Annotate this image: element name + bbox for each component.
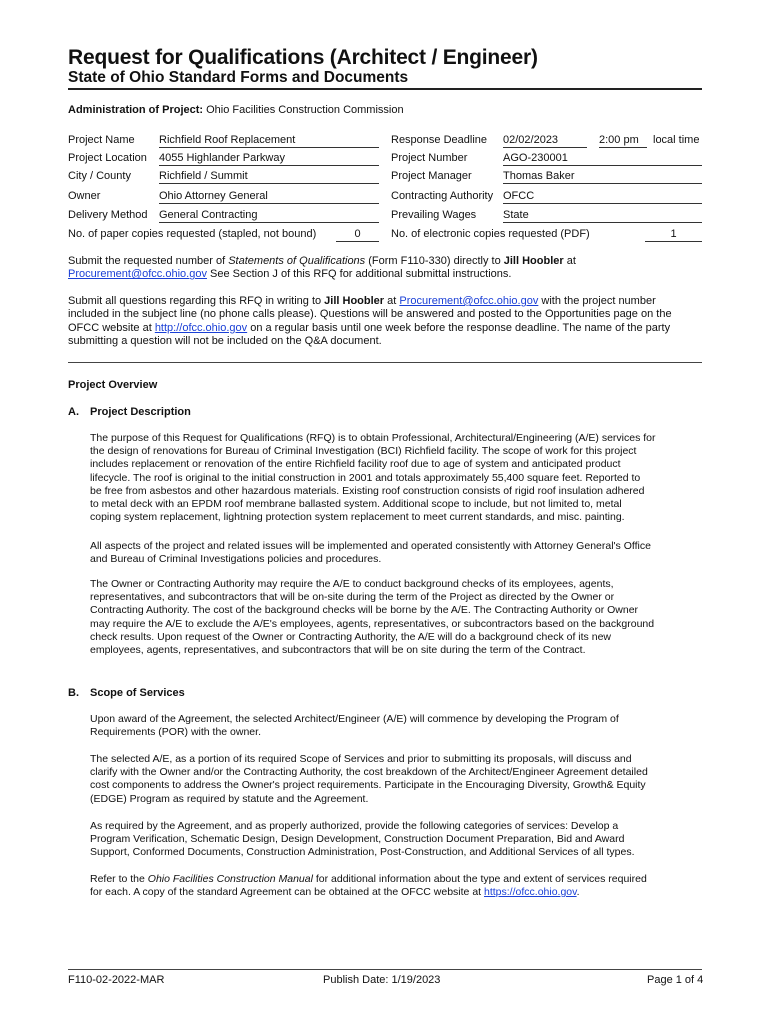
manual-title: Ohio Facilities Construction Manual	[147, 873, 313, 885]
soq-text: Statements of Qualifications	[228, 255, 366, 267]
contracting-authority-field[interactable]: OFCC	[503, 190, 702, 204]
line: Upon award of the Agreement, the selected Architect/Engineer (A/E) will commence by developing the Program of	[90, 713, 619, 725]
line: check results. Upon request of the Owner or Contracting Authority, the A/E will do a background check of its new	[90, 630, 611, 643]
line: be free from asbestos and other hazardous materials. Existing roof construction consists of rigid roof insulation adhered	[90, 484, 645, 497]
line: coping system replacement, lightning protection system replacement to meet current standards, and misc. painting.	[90, 511, 625, 524]
questions-instructions	[68, 295, 718, 349]
prevailing-wages-field[interactable]: State	[503, 209, 702, 223]
electronic-copies-field[interactable]: 1	[645, 228, 702, 242]
line: may require the A/E to exclude the A/E's employees, agents, representatives, or subcontractors based on the background	[90, 617, 655, 630]
delivery-method-field[interactable]: General Contracting	[159, 209, 379, 223]
electronic-copies-label: No. of electronic copies requested (PDF)	[391, 228, 590, 240]
project-number-field[interactable]: AGO-230001	[503, 152, 702, 166]
text: at	[563, 255, 576, 267]
section-divider	[68, 362, 702, 363]
line: clarify with the Owner and/or the Contracting Authority, the cost breakdown of the Architect/Engineer Agreement detailed	[90, 766, 648, 779]
project-overview-heading: Project Overview	[68, 379, 158, 391]
submittal-instructions	[68, 255, 708, 282]
contact-name: Jill Hoobler	[324, 295, 385, 307]
local-time-label: local time	[653, 134, 700, 146]
line: Contracting Authority. The cost of the background checks will be borne by the A/E. The Contracting Authority or Owner	[90, 604, 639, 617]
project-number-label: Project Number	[391, 152, 468, 164]
text: submitting a question will not be included on the Q&A document.	[68, 335, 382, 348]
procurement-email-link[interactable]: Procurement@ofcc.ohio.gov	[68, 268, 207, 281]
contact-name: Jill Hoobler	[503, 255, 564, 267]
line: representatives, and subcontractors that will be on-site during the term of the Project as directed by the Owner or	[90, 591, 615, 604]
project-manager-field[interactable]: Thomas Baker	[503, 170, 702, 184]
scope-p2	[90, 753, 710, 806]
prevailing-wages-label: Prevailing Wages	[391, 209, 477, 221]
text: with the project number	[538, 295, 656, 307]
line: The Owner or Contracting Authority may require the A/E to conduct background checks of its employees, agents,	[90, 578, 614, 590]
line: to metal deck with an EPDM roof membrane ballasted system. Additional scope to include, but not limited to, metal	[90, 498, 622, 511]
project-name-label: Project Name	[68, 134, 135, 146]
line: Requirements (POR) with the owner.	[90, 726, 261, 739]
text: at	[384, 295, 400, 307]
administration-label: Administration of Project:	[68, 104, 204, 116]
line: Program Verification, Schematic Design, Design Development, Construction Document Preparation, Bid and Award	[90, 833, 625, 846]
project-description-p2	[90, 540, 710, 566]
text: included in the subject line (no phone calls please). Questions will be answered and posted to the Opportunities page on the	[68, 308, 672, 321]
project-manager-label: Project Manager	[391, 170, 472, 182]
line: As required by the Agreement, and as properly authorized, provide the following categories of services: Develop a	[90, 820, 619, 832]
line: the design of renovations for Bureau of Criminal Investigation (BCI) Richfield facility. The scope of work for this project	[90, 445, 637, 458]
line: The purpose of this Request for Qualifications (RFQ) is to obtain Professional, Architectural/Engineering (A/E) services for	[90, 432, 656, 444]
owner-field[interactable]: Ohio Attorney General	[159, 190, 379, 204]
line: The selected A/E, as a portion of its required Scope of Services and prior to submitting its proposals, will discuss and	[90, 753, 632, 765]
text: .	[576, 886, 580, 899]
paper-copies-field[interactable]: 0	[336, 228, 379, 242]
text: for each. A copy of the standard Agreement can be obtained at the OFCC website at	[90, 886, 484, 899]
line	[90, 886, 710, 899]
line: lifecycle. The roof is original to the initial construction in 2001 and totals approximately 55,400 square feet. Reported to	[90, 471, 641, 484]
project-description-p3	[90, 578, 710, 657]
ofcc-website-link[interactable]: http://ofcc.ohio.gov	[154, 321, 248, 334]
response-deadline-label: Response Deadline	[391, 134, 488, 146]
text: Submit all questions regarding this RFQ in writing to	[68, 295, 325, 307]
form-number: F110-02-2022-MAR	[68, 974, 165, 986]
section-a-title: Project Description	[90, 406, 191, 418]
response-time-field[interactable]: 2:00 pm	[599, 134, 647, 148]
project-description-p1	[90, 432, 710, 524]
city-county-field[interactable]: Richfield / Summit	[159, 170, 379, 184]
owner-label: Owner	[68, 190, 101, 202]
text: (Form F110-330) directly to	[365, 255, 504, 267]
line: All aspects of the project and related issues will be implemented and operated consistently with Attorney General's Office	[90, 540, 651, 552]
document-subtitle: State of Ohio Standard Forms and Documents	[68, 69, 409, 86]
delivery-method-label: Delivery Method	[68, 209, 148, 221]
line	[90, 873, 710, 886]
administration-line	[68, 104, 404, 117]
text: OFCC website at	[68, 321, 155, 334]
section-b-title: Scope of Services	[90, 687, 185, 699]
line: includes replacement or renovation of the entire Richfield facility roof due to age of system and anticipated product	[90, 458, 621, 471]
text: See Section J of this RFQ for additional submittal instructions.	[206, 268, 512, 281]
line: cost components to address the Owner's project requirements. Participate in the Encouraging Diversity, Growth& Equity	[90, 779, 646, 792]
publish-date: Publish Date: 1/19/2023	[323, 974, 441, 986]
scope-p3	[90, 820, 710, 860]
title-rule	[68, 88, 702, 90]
section-b-letter: B.	[68, 687, 79, 699]
ofcc-website-link[interactable]: https://ofcc.ohio.gov	[484, 886, 577, 899]
page-number: Page 1 of 4	[647, 974, 704, 986]
line: Support, Conformed Documents, Construction Administration, Post-Construction, and Additional Services of all types.	[90, 846, 635, 859]
text: Refer to the	[90, 873, 148, 885]
document-title: Request for Qualifications (Architect / Engineer)	[68, 46, 538, 69]
footer-rule	[68, 969, 702, 970]
line: and Bureau of Criminal Investigations policies and procedures.	[90, 553, 382, 566]
section-a-letter: A.	[68, 406, 79, 418]
project-location-label: Project Location	[68, 152, 147, 164]
contracting-authority-label: Contracting Authority	[391, 190, 494, 202]
text: for additional information about the type and extent of services required	[312, 873, 647, 885]
scope-p4	[90, 873, 710, 899]
administration-value: Ohio Facilities Construction Commission	[206, 104, 404, 116]
scope-p1	[90, 713, 710, 739]
line: employees, agents, representatives, and subcontractors that will be on site during the term of the Contract.	[90, 644, 586, 657]
project-name-field[interactable]: Richfield Roof Replacement	[159, 134, 379, 148]
city-county-label: City / County	[68, 170, 131, 182]
project-location-field[interactable]: 4055 Highlander Parkway	[159, 152, 379, 166]
line: (EDGE) Program as required by statute and the Agreement.	[90, 792, 369, 805]
procurement-email-link[interactable]: Procurement@ofcc.ohio.gov	[399, 295, 539, 307]
text: Submit the requested number of	[68, 255, 229, 267]
paper-copies-label: No. of paper copies requested (stapled, not bound)	[68, 228, 317, 240]
text: on a regular basis until one week before the response deadline. The name of the party	[247, 321, 671, 334]
response-date-field[interactable]: 02/02/2023	[503, 134, 587, 148]
